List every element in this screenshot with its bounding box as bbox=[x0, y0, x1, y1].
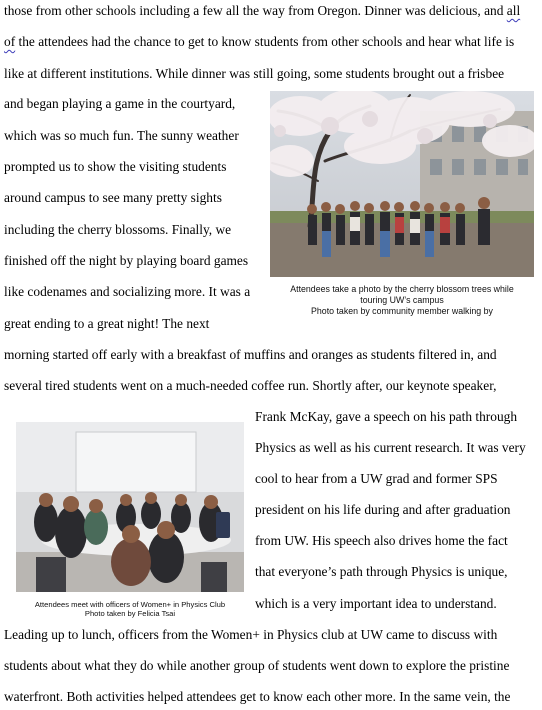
article-line-11: great ending to a great night! The next bbox=[4, 316, 210, 331]
article-line-3: like at different institutions. While dinner was still going, some students brought out a frisbee bbox=[4, 66, 505, 81]
article-line-19: that everyone’s path through Physics is unique, bbox=[255, 564, 508, 579]
article-line-9: finished off the night by playing board games bbox=[4, 253, 249, 268]
article-line-12: morning started off early with a breakfast of muffins and oranges as students filtered in, and bbox=[4, 347, 497, 362]
article-line-2: of the attendees had the chance to get to know students from other schools and hear what life is bbox=[4, 34, 515, 49]
article-line-14: Frank McKay, gave a speech on his path through bbox=[255, 409, 518, 424]
photo-caption-cherry-blossom bbox=[272, 284, 532, 317]
caption-line: Attendees meet with officers of Women+ in Physics Club bbox=[34, 600, 226, 609]
article-line-17: president on his life during and after graduation bbox=[255, 502, 511, 517]
women-in-physics-meeting-photo bbox=[16, 422, 244, 592]
spelling-flag: all bbox=[506, 3, 521, 18]
caption-line: Attendees take a photo by the cherry blossom trees while bbox=[290, 284, 514, 294]
article-line-1: those from other schools including a few all the way from Oregon. Dinner was delicious, and all bbox=[4, 3, 521, 18]
article-line-15: Physics as well as his current research. It was very bbox=[255, 440, 526, 455]
caption-line: Photo taken by Felicia Tsai bbox=[84, 609, 176, 618]
cherry-blossom-group-photo bbox=[270, 91, 534, 277]
article-line-7: around campus to see many pretty sights bbox=[4, 190, 222, 205]
article-line-5: which was so much fun. The sunny weather bbox=[4, 128, 239, 143]
caption-line: touring UW’s campus bbox=[360, 295, 444, 305]
article-line-20: which is a very important idea to understand. bbox=[255, 596, 497, 611]
article-line-23: waterfront. Both activities helped attendees get to know each other more. In the same vein, the bbox=[4, 689, 511, 704]
article-line-8: including the cherry blossoms. Finally, we bbox=[4, 222, 232, 237]
article-line-4: and began playing a game in the courtyard, bbox=[4, 96, 236, 111]
article-line-10: like codenames and socializing more. It was a bbox=[4, 284, 251, 299]
article-line-13: several tired students went on a much-needed coffee run. Shortly after, our keynote speaker, bbox=[4, 378, 497, 393]
caption-line: Photo taken by community member walking by bbox=[311, 306, 493, 316]
article-line-16: cool to hear from a UW grad and former SPS bbox=[255, 471, 498, 486]
photo-caption-women-in-physics bbox=[16, 600, 244, 618]
article-line-21: Leading up to lunch, officers from the Women+ in Physics club at UW came to discuss with bbox=[4, 627, 498, 642]
article-line-18: from UW. His speech also drives home the fact bbox=[255, 533, 508, 548]
article-line-6: prompted us to show the visiting students bbox=[4, 159, 227, 174]
article-line-22: students about what they do while another group of students went down to explore the pristine bbox=[4, 658, 510, 673]
spelling-flag: of bbox=[4, 34, 16, 49]
